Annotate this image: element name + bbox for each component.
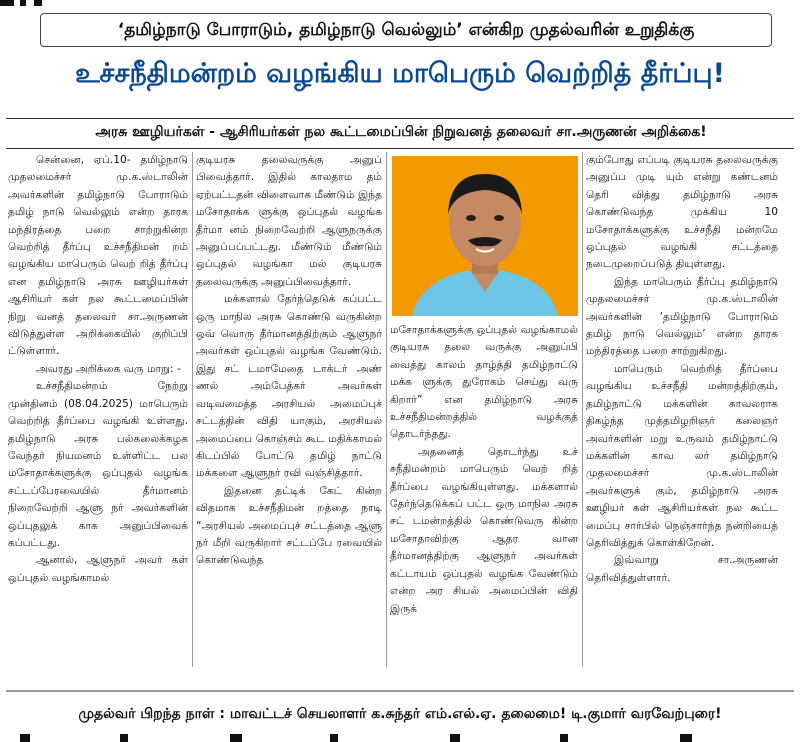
article-column-1	[8, 152, 188, 587]
column-divider	[192, 152, 193, 667]
paragraph: இதனை தட்டிக் கேட் கின்ற விதமாக உச்சநீதிமன் றத்தை நாடி “அரசியல் அமைப்புச் சட்டத்தை ஆளு நர் மீறி வருகிறார் சட்டப்பே ரவையில் கொண்டுவந்த	[196, 484, 382, 567]
footer-rule	[6, 690, 794, 692]
article-column-3	[390, 322, 578, 618]
paragraph: இவ்வாறு சா.அருணன் தெரிவித்துள்ளார்.	[586, 554, 778, 584]
kicker-box: ‘தமிழ்நாடு போராடும், தமிழ்நாடு வெல்லும்’ என்கிற முதல்வரின் உறுதிக்கு	[40, 13, 772, 47]
bottom-cropped-strip	[0, 732, 800, 742]
paragraph: மக்களால் தேர்ந்தெடுக் கப்பட்ட ஒரு மாநில அரசு கொண்டு வருகின்ற ஒவ் வொரு தீர்மானத்திற்கும் ஆளுநர் அவர்கள் ஒப்புதல் வழங்க வேண்டும். இது சட் டமாமேதை டாக்டர் அண் ணல் அம்பேத்கர் அவர்கள் வடிவமைத்த அரசியல் அமைப்புச் சட்டத்தின் விதி யாகும், அரசியல் அமைப்பை கொஞ்சம் கூட மதிக்காமல் கிடப்பில் போட்டு தமிழ் நாட்டு மக்களை ஆளுநர் ரவி வஞ்சித்தார்.	[196, 293, 382, 480]
portrait-illustration	[392, 156, 578, 316]
portrait-photo	[392, 156, 578, 316]
paragraph: சென்னை, ஏப்.10- தமிழ்நாடு முதலமைச்சர் மு.க.ஸ்டாலின் அவர்களின் தமிழ்நாடு போராடும் தமிழ் நாடு வெல்லும் என்ற தாரக மந்திரத்தை பறை சாற்றுகின்ற வெற்றித் தீர்ப்பு உச்சநீதிமன் றம் வழங்கிய மாபெரும் வெற் றித் தீர்ப்பு என தமிழ்நாடு அரசு ஊழியர்கள் ஆசிரியர் கள் நல கூட்டமைப்பின் நிறு வனத் தலைவர் சா.அருணன் விடுத்துள்ள அறிக்கையில் குறிப்பி ட்டுள்ளார்.	[8, 154, 188, 358]
paragraph: மாபெரும் வெற்றித் தீர்ப்பை வழங்கிய உச்சநீதி மன்றத்திற்கும், தமிழ்நாட்டு மக்களின் காவலராக திகழ்ந்த முத்தமிழறிஞர் கலைஞர் அவர்களின் மறு உருவம் தமிழ்நாட்டு மக்களின் காவ லர் தமிழ்நாடு முதலமைச்சர் மு.க.ஸ்டாலின் அவர்களுக் கும், தமிழ்நாடு அரசு ஊழியர் கள் ஆசிரியர்கள் நல கூட்ட மைப்பு சார்பில் நெஞ்சார்ந்த நன்றியைத் தெரிவித்துக் கொள்கிறேன்.	[586, 362, 778, 549]
paragraph: குடியரசு தலைவருக்கு அனுப் பிவைத்தார். இதில் காலதாம தம் ஏற்பட்டதன் விளைவாக மீண்டும் இந்த மசோதாக்க ளுக்கு ஒப்புதல் வழங்க தீர்மா னம் நிறைவேற்றி ஆளுநருக்கு அனுப்பப்பட்டது. மீண்டும் மீண்டும் ஒப்புதல் வழங்கா மல் குடியரசு தலைவருக்கு அனுப்பிவைத்தார்.	[196, 154, 382, 288]
top-cropped-strip	[0, 0, 800, 8]
headline: உச்சநீதிமன்றம் வழங்கிய மாபெரும் வெற்றித் தீர்ப்பு!	[75, 58, 725, 89]
paragraph: அவரது அறிக்கை வரு மாறு: -	[36, 362, 181, 375]
paragraph: கும்போது எப்படி குடியரசு தலைவருக்கு அனுப்ப முடி யும் என்று கண்டனம் தெரி வித்து தமிழ்நாடு அரசு கொண்டுவந்த முக்கிய 10 மசோதாக்களுக்கு உச்சநீதி மன்றமே ஒப்புதல் வழங்கி சட்டத்தை நடைமுறைப்படுத் தியுள்ளது.	[586, 154, 778, 271]
article-column-4	[586, 152, 778, 587]
paragraph: உச்சநீதிமன்றம் நேற்று முன்தினம் (08.04.2025) மாபெரும் வெற்றித் தீர்ப்பை வழங்கி உள்ளது. தமிழ்நாடு அரசு பல்கலைக்கழக வேந்தர் நியமனம் உள்ளிட்ட பல மசோதாக்களுக்கு ஒப்புதல் வழங்க சட்டப்பேரவையில் தீர்மானம் நிறைவேற்றி ஆளு நர் அவர்களின் ஒப்புதலுக் காக அனுப்பிவைக் கப்பட்டது.	[8, 380, 188, 549]
column-divider	[582, 152, 583, 667]
article-column-2	[196, 152, 382, 570]
column-divider	[386, 152, 387, 667]
next-article-headline: முதல்வர் பிறந்த நாள் : மாவட்டச் செயலாளர் க.சுந்தர் எம்.எல்.ஏ. தலைமை! டி.குமார் வரவேற்புரை!	[78, 706, 722, 722]
paragraph: அதனைத் தொடர்ந்து உச் சநீதிமன்றம் மாபெரும் வெற் றித் தீர்ப்பை வழங்கியுள்ளது. மக்களால் தேர்ந்தெடுக்கப் பட்ட ஒரு மாநில அரசு சட் டமன்றத்தில் கொண்டுவரு கின்ற மசோதாவிற்கு ஆதர வான தீர்மானத்திற்கு ஆளுநர் அவர்கள் கட்டாயம் ஒப்புதல் வழங்க வேண்டும் என்ற அர சியல் அமைப்பின் விதி இருக்	[390, 445, 578, 615]
paragraph: ஆனால், ஆளுநர் அவர் கள் ஒப்புதல் வழங்காமல்	[8, 554, 188, 584]
subheadline: அரசு ஊழியர்கள் - ஆசிரியர்கள் நல கூட்டமைப்பின் நிறுவனத் தலைவர் சா.அருணன் அறிக்கை!	[95, 124, 707, 140]
paragraph: மசோதாக்களுக்கு ஒப்புதல் வழங்காமல் குடியரசு தலை வருக்கு அனுப்பி வைத்து காலம் தாழ்த்தி தமிழ்நாட்டு மக்க ளுக்கு துரோகம் செய்து வரு கிறார்” என தமிழ்நாடு அரசு உச்சநீதிமன்றத்தில் வழக்குத் தொடர்ந்தது.	[390, 324, 578, 441]
subhead-rule	[6, 148, 794, 149]
headline-rule	[6, 118, 794, 119]
paragraph: இந்த மாபெரும் தீர்ப்பு தமிழ்நாடு முதலமைச்சர் மு.க.ஸ்டாலின் அவர்களின் ‘தமிழ்நாடு போராடும் தமிழ் நாடு வெல்லும்’ என்ற தாரக மந்திரத்தை பறை சாற்றுகிறது.	[586, 275, 778, 358]
